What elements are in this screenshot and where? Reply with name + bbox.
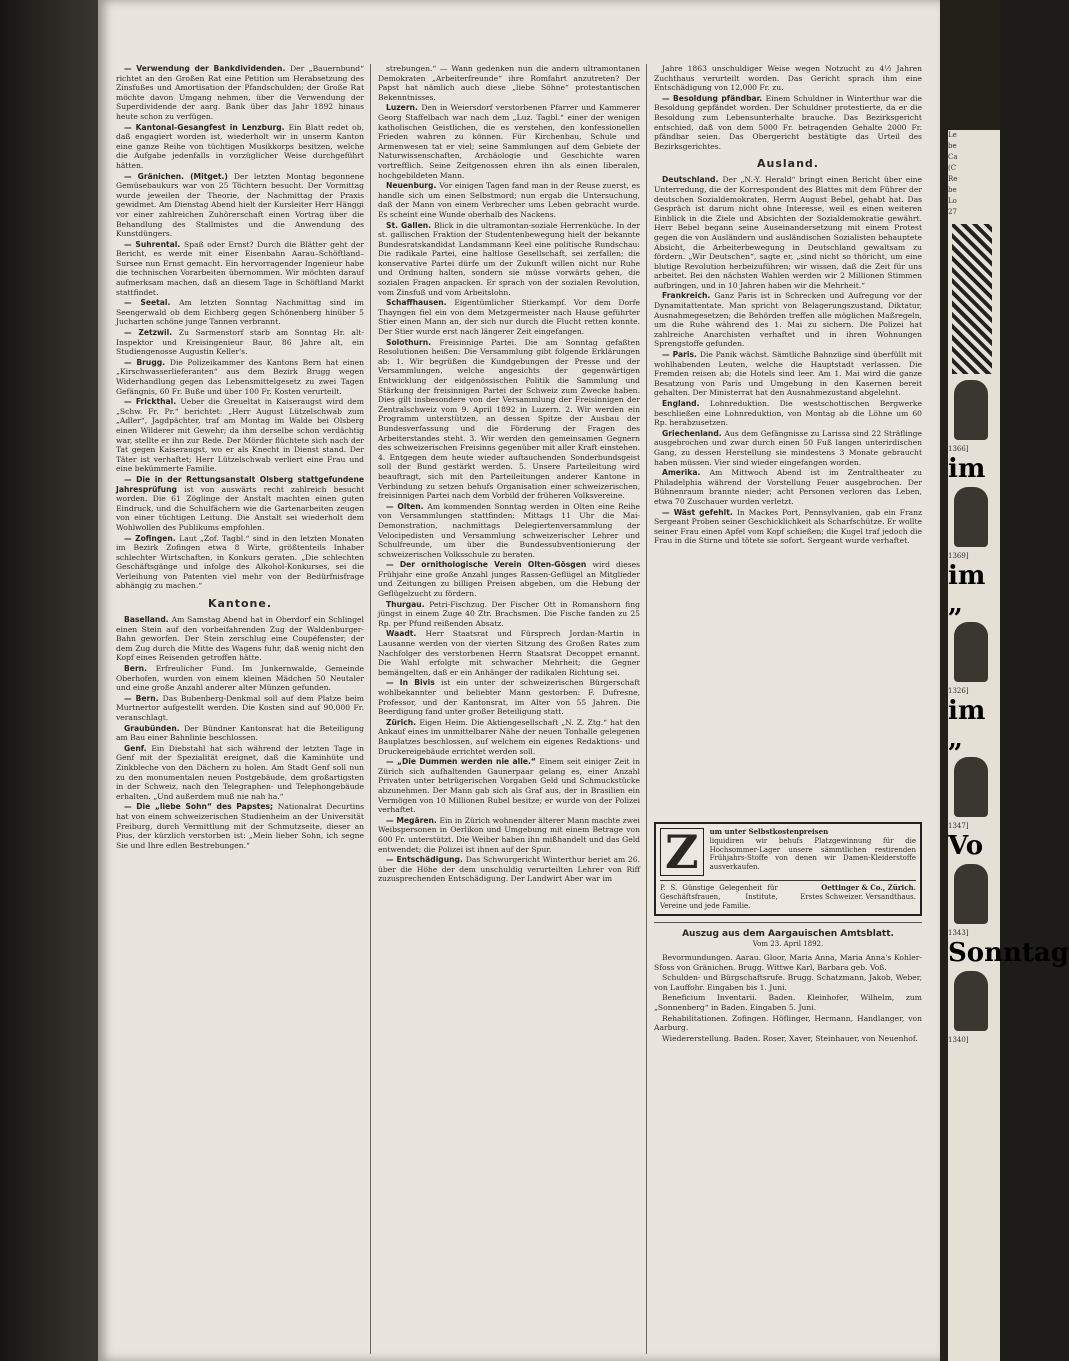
column-2 [378, 64, 640, 1348]
article-text: Am Samstag Abend hat in Oberdorf ein Schlingel einen Stein auf den vorbeifahrenden Zug der Waldenburger-Bahn geworfen. Der Stein zerschlug eine Coupéfenster, der dem Zug durch die Mitte des Wagens fuhr, daß wenig nicht den Kopf eines Reisenden getroffen hätte. [116, 615, 364, 663]
article-headline: Bern. [124, 664, 156, 674]
ad-note: P. S. Günstige Gelegenheit für Geschäftsfrauen, Institute, Vereine und jede Familie. [660, 884, 778, 910]
article-headline: — Besoldung pfändbar. [662, 93, 766, 103]
article-text: Am Mittwoch Abend ist im Zentraltheater zu Philadelphia während der Vorstellung Feuer ausgebrochen. Der Bühnenraum brannte nieder; acht Personen verloren das Leben, etwa 70 Zuschauer wurden verletzt. [654, 468, 922, 506]
ad-subline: liquidiren wir behufs Platzgewinnung für die Hochsommer-Lager unsere sämmtlichen restirenden Frühjahrs-Stoffe von denen wir Damen-Kleiderstoffe ausverkaufen. [709, 836, 916, 872]
article-paragraph [116, 615, 364, 663]
column-3 [654, 64, 922, 1348]
amtsblatt-entry: Rehabilitationen. Zofingen. Höflinger, Hermann, Handlanger, von Aarburg. [654, 1013, 922, 1033]
article-text: Das Schwurgericht Winterthur beriet am 26. über die Höhe der dem unschuldig verurteilten Lehrer von Riff zuzusprechenden Entschädigung. Der Landwirt Aber war im [378, 855, 641, 884]
article-paragraph [378, 816, 640, 854]
article-paragraph [116, 358, 364, 396]
article-text: Einem seit einiger Zeit in Zürich sich aufhaltenden Gaunerpaar gelang es, einer Anzahl Privaten unter betrügerischen Vorgaben Geld und Schmuckstücke abzunehmen. Der Mann gab sich als Graf aus, der in Brasilien ein Vermögen von 10 Millionen Rubel besitze; er wurde von der Polizei verhaftet. [378, 757, 640, 815]
ad-big-letter: Z [660, 828, 704, 876]
column-1 [116, 64, 364, 1348]
article-paragraph [654, 350, 922, 398]
amtsblatt-entry: Wiedererstellung. Baden. Roser, Xaver, Steinhauer, von Neuenhof. [662, 1033, 918, 1043]
divider [654, 922, 922, 923]
article-text: Lohnreduktion. Die westschottischen Bergwerke beschließen eine Lohnreduktion, von Montag ab die Löhne um 60 Rp. herabzusetzen. [654, 399, 922, 428]
article-text: Ein Blatt redet ob, daß engagiert worden ist, wiederholt wir in unserm Kanton eine ganze Reihe von tüchtigen Musikkorps besitzen, welche die Aufgabe jedenfalls in vorzüglicher Weise durchgeführt hätten. [116, 122, 364, 170]
article-headline: Deutschland. [662, 175, 723, 185]
adjacent-page-figure [954, 757, 988, 817]
article-paragraph [654, 429, 922, 467]
article-paragraph [378, 678, 640, 716]
article-text: Der „N.-Y. Herald“ bringt einen Bericht über eine Unterredung, die der Korrespondent des Blattes mit dem Führer der deutschen Sozialdemokraten, Herrn August Bebel, gehabt hat. Das Gespräch ist darum nicht ohne Interesse, weil es einen weiteren Einblick in die Ziele und Absichten der Sozialdemokratie gewährt. Herr Bebel begann seine Auseinandersetzung mit einem Protest gegen die von Ausländern und ausländischen Sozialisten behauptete Absicht, die Arbeiterbewegung in Deutschland gewaltsam zu fördern. „Wir Deutschen“, sagte er, „sind nicht so thöricht, um eine blutige Revolution herbeizuführen; wir wissen, daß die Zeit für uns arbeitet. Bei den nächsten Wahlen werden wir 2 Millionen Stimmen aufbringen, und in 10 Jahren haben wir die Mehrheit.“ [654, 175, 923, 290]
article-paragraph [116, 64, 364, 122]
adjacent-page-text: 1343] [948, 929, 969, 937]
adjacent-page-text: 1347] [948, 822, 969, 830]
article-text: Der letzten Montag begonnene Gemüsebaukurs war von 25 Töchtern besucht. Der Vormittag wurde jeweilen der Theorie, der Nachmittag der Praxis gewidmet. Am Dienstag Abend hielt der Kursleiter Herr Hänggi vor einer zahlreichen Zuhörerschaft einen Vortrag über die Behandlung des Stallmistes und die Anwendung des Kunstdüngers. [116, 171, 364, 239]
article-headline: — Brugg. [124, 357, 170, 367]
article-paragraph [654, 64, 922, 93]
article-headline: — Frickthal. [124, 397, 181, 407]
amtsblatt-date: Vom 23. April 1892. [752, 940, 824, 949]
article-paragraph [654, 94, 922, 152]
article-headline: — Megären. [386, 815, 440, 825]
article-text: Vor einigen Tagen fand man in der Reuse zuerst, es handle sich um einen Selbstmord; nun ergab die Untersuchung, daß der Mann von einem Verbrecher ums Leben gebracht wurde. Es scheint eine Wunde oberhalb des Nackens. [378, 181, 640, 219]
article-text: Den in Weiersdorf verstorbenen Pfarrer und Kammerer Georg Staffelbach war nach dem „Luz. Tagbl.“ einer der wenigen katholischen Geistlichen, die es verstehen, den konfessionellen Frieden wahren zu können. Für Kirchenbau, Schule und Armenwesen tat er viel; seine Sammlungen auf dem Gebiete der Naturwissenschaften, Archäologie und Geschichte waren vortrefflich. Seine Zeitgenossen ehren ihn als einen liberalen, hochgebildeten Mann. [378, 103, 640, 180]
amtsblatt-entry: Bevormundungen. Aarau. Gloor, Maria Anna, Maria Anna's Kohler-Sfoss von Gränichen. Brugg. Wittwe Karl, Barbara geb. Voß. [654, 952, 922, 972]
article-paragraph [654, 291, 922, 349]
article-text: Am letzten Sonntag Nachmittag sind im Seengerwald ob dem Eichberg gegen Schönenberg hinüber 5 Jucharten schöne junge Tannen verbrannt. [116, 298, 364, 327]
article-text: Eigentümlicher Stierkampf. Vor dem Dorfe Thayngen fiel ein von dem Metzgermeister nach Hause geführter Stier einen Mann an, der sich nur durch die Flucht retten konnte. Der Stier wurde erst nach längerer Zeit eingefangen. [378, 298, 640, 337]
article-paragraph [116, 397, 364, 474]
adjacent-page-figure [954, 487, 988, 547]
article-paragraph [116, 475, 364, 533]
article-paragraph [378, 757, 640, 815]
adjacent-page-text: im [948, 454, 986, 484]
article-paragraph [378, 181, 640, 219]
adjacent-page-figure [954, 380, 988, 440]
adjacent-page-text: Ca [948, 153, 958, 161]
article-paragraph [116, 172, 364, 239]
article-text: Blick in die ultramontan-soziale Herrenküche. In der st. gallischen Fraktion der Studentenbewegung hielt der bekannte Bundesratskandidat Landammann Keel eine politische Rundschau: Die radikale Partei, eine haltlose Gesellschaft, sei zerfallen; die konservative Partei dürfe um der Zukunft willen nicht nur Ruhe und Ordnung halten, sondern sie müsse vorwärts gehen, die sozialen Fragen anpacken. Er sprach von der sozialen Revolution, vom Zinsfuß und vom Arbeitslohn. [378, 220, 640, 297]
article-paragraph [378, 103, 640, 180]
adjacent-page-text: be [948, 186, 957, 194]
article-paragraph [116, 664, 364, 693]
article-headline: Thurgau. [386, 599, 430, 609]
article-paragraph [116, 744, 364, 802]
article-headline: — Seetal. [124, 298, 180, 308]
section-heading: Ausland. [757, 157, 819, 171]
adjacent-page-text: im „ [948, 696, 986, 754]
adjacent-page-text: 27 [948, 208, 957, 216]
column-divider [370, 64, 371, 1354]
article-text: Ueber die Greueltat in Kaiseraugst wird dem „Schw. Fr. Pr.“ berichtet: „Herr August Lützelschwab zum „Adler“, Jagdpächter, traf am Montag im Walde bei Olsberg einen Wilderer mit Gewehr; da ihm derselbe schon verdächtig war, stellte er ihn zur Rede. Der Mörder flüchtete sich nach der Tat gegen Kaiseraugst, wo er als Knecht in Dienst stand. Der Täter ist verhaftet; Herr Lützelschwab verliert eine Frau und eine bekümmerte Familie. [116, 397, 364, 474]
adjacent-page-fragments [948, 130, 1069, 1046]
article-headline: — Die in der Rettungsanstalt Olsberg stattgefundene Jahresprüfung [116, 474, 364, 494]
article-paragraph [378, 560, 640, 598]
amtsblatt-entries [654, 953, 922, 1043]
article-text: Ein in Zürich wohnender älterer Mann machte zwei Weibspersonen in Oerlikon und Umgebung mit einem Betrage von 600 Fr. unterstützt. Die Weiber haben ihn mißhandelt und das Geld entwendet; die Polizei ist ihnen auf der Spur. [378, 815, 640, 854]
article-headline: — Gränichen. (Mitget.) [124, 171, 234, 181]
adjacent-page-edge [948, 130, 1069, 1361]
article-paragraph [116, 694, 364, 723]
article-headline: Graubünden. [124, 723, 185, 733]
article-headline: Schaffhausen. [386, 298, 455, 308]
article-headline: — „Die Dummen werden nie alle.“ [386, 757, 540, 767]
article-headline: — Der ornithologische Verein Olten-Gösgen [386, 560, 593, 570]
adjacent-page-text: Vo [948, 831, 984, 861]
article-text: Ganz Paris ist in Schrecken und Aufregung vor der Dynamitattentate. Man spricht von Belagerungszustand, Diktatur, Ausnahmegesetzen; die Behörden treffen alle möglichen Maßregeln, um die Ruhe während des 1. Mai zu sichern. Die Polizei hat zahlreiche Anarchisten verhaftet und in ihren Wohnungen Sprengstoffe gefunden. [654, 291, 922, 349]
article-headline: — Kantonal-Gesangfest in Lenzburg. [124, 122, 289, 132]
article-paragraph [116, 298, 364, 327]
article-text: ist von auswärts recht zahlreich besucht worden. Die 61 Zöglinge der Anstalt machten einen guten Eindruck, und die Schulfächern wie die Gartenarbeiten zeugen von einer tüchtigen Leitung. Die Anstalt sei wiederholt dem Wohlwollen des Publikums empfohlen. [116, 484, 364, 532]
article-text: Ein Diebstahl hat sich während der letzten Tage in Genf mit der Spezialität ereignet, daß die Kaminhüte und Zinkbleche von den Dächern zu holen. Am Stadt Genf soll nun zu den monumentalen neuen Postgebäude, dem großartigsten in der Schweiz, nach den Telegraphen- und Telephongebäude erhalten. „Und außerdem muß nie nah ha.“ [116, 743, 364, 801]
ad-firm-name: Oettinger & Co., Zürich. [821, 883, 916, 892]
advertisement-oettinger[interactable] [654, 822, 922, 916]
article-headline: — Entschädigung. [386, 855, 466, 865]
article-text: Der „Bauernbund“ richtet an den Großen Rat eine Petition um Herabsetzung des Zinsfußes und Amortisation der Pfandschulden; der Große Rat möchte davon Umgang nehmen, über die Verwendung der Superdividende der aarg. Bank über das Jahr 1892 hinaus heute schon zu verfügen. [116, 64, 364, 121]
article-headline: — Paris. [662, 350, 700, 360]
article-paragraph [378, 629, 640, 677]
article-paragraph [654, 468, 922, 506]
adjacent-page-text: 1340] [948, 1036, 969, 1044]
article-paragraph [116, 240, 364, 298]
ad-firm-sub: Erstes Schweizer. Versandthaus. [800, 892, 916, 901]
article-headline: Neuenburg. [386, 181, 440, 191]
article-text: ist ein unter der schweizerischen Bürgerschaft wohlbekannter und beliebter Mann gestorben: F. Dufresne, Professor, und der Kantonsrat, im Alter von 55 Jahren. Die Beerdigung fand unter großer Beteiligung statt. [378, 678, 640, 717]
article-headline: Luzern. [386, 103, 422, 113]
newspaper-page [98, 0, 940, 1361]
adjacent-page-text: 1326] [948, 687, 969, 695]
article-text: Die Polizeikammer des Kantons Bern hat einen „Kirschwasserlieferanten“ aus dem Bezirk Brugg wegen Widerhandlung gegen das Lebensmittelgesetz zu zwei Tagen Gefängnis, 60 Fr. Buße und über 100 Fr. Kosten verurteilt. [116, 357, 364, 396]
article-headline: — Zetzwil. [124, 328, 179, 338]
adjacent-page-text: Le [948, 131, 957, 139]
article-text: Am kommenden Sonntag werden in Olten eine Reihe von Versammlungen stattfinden: Mittags 11 Uhr die Mai-Demonstration, nachmittags Delegiertenversammlung der Velocipedisten und Versammlung schweizerischer Lehrer und Schulfreunde, um über die Bundessubventionierung der schweizerischen Volksschule zu beraten. [378, 501, 640, 559]
article-paragraph [378, 338, 640, 501]
article-text: Erfreulicher Fund. Im Junkernwalde, Gemeinde Oberhofen, wurden von einem kleinen Mädchen 50 Neutaler und eine große Anzahl anderer alter Münzen gefunden. [116, 664, 364, 693]
article-headline: — Suhrental. [124, 239, 185, 249]
amtsblatt-entry: Beneficium Inventarii. Baden. Kleinhofer, Wilhelm, zum „Sonnenberg“ in Baden. Eingaben 5. Juni. [654, 993, 922, 1012]
article-paragraph [116, 724, 364, 743]
adjacent-page-text: (C [948, 164, 957, 172]
section-heading: Kantone. [207, 597, 273, 611]
article-headline: Genf. [124, 743, 152, 753]
article-headline: — Olten. [386, 501, 428, 511]
article-text: Aus dem Gefängnisse zu Larissa sind 22 Sträflinge ausgebrochen und zwar durch einen 50 Fuß langen unterirdischen Gang, zu dessen Herstellung sie mindestens 3 Monate gebraucht haben müssen. Vier sind wieder eingefangen worden. [654, 428, 922, 467]
article-text: strebungen.“ — Wann gedenken nun die andern ultramontanen Demokraten „Arbeiterfreunde“ ihre Romfahrt anzutreten? Der Papst hat nämlich auch diese „liebe Söhne“ protestantischen Bekenntnisses. [378, 64, 640, 102]
article-paragraph [654, 508, 922, 546]
article-headline: — Die „liebe Sohn“ des Papstes; [124, 802, 278, 812]
article-text: Einem Schuldner in Winterthur war die Besoldung gepfändet worden. Der Schuldner protestierte, da er die Besoldung zum Lebensunterhalte brauche. Das Bezirksgericht entschied, daß von dem 5000 Fr. betragenden Gehalte 2000 Fr. pfändbar seien. Das Obergericht bestätigte das Urteil des Bezirksgerichtes. [654, 93, 922, 151]
article-text: Herr Staatsrat und Fürsprech Jordan-Martin in Lausanne werden von der vierten Sitzung des Großen Rates zum Nachfolger des verstorbenen Herrn Staatsrat Decoppet ernannt. Die Wahl erfolgte mit schwacher Mehrheit; die Gegner bemängelten, daß er ein Anhänger der radikalen Richtung sei. [378, 629, 640, 677]
adjacent-page-text: Lo [948, 197, 957, 205]
article-text: In Mackes Port, Pennsylvanien, gab ein Franz Sergeant Proben seiner Geschicklichkeit als Scharfschütze. Er wollte seiner Frau einen Apfel vom Kopf schießen; die Kugel traf jedoch die Frau in die Stirne und tötete sie sofort. Sergeant wurde verhaftet. [654, 507, 922, 546]
article-headline: Griechenland. [662, 428, 725, 438]
adjacent-page-text: be [948, 142, 957, 150]
article-headline: — Zofingen. [124, 533, 180, 543]
adjacent-page-text: Re [948, 175, 958, 183]
adjacent-page-figure [954, 622, 988, 682]
article-headline: — Wäst gefehlt. [662, 507, 737, 517]
article-headline: Baselland. [124, 615, 172, 625]
article-text: Spaß oder Ernst? Durch die Blätter geht der Bericht, es werde mit einer Eisenbahn Aarau–Schöftland–Sursee nun Ernst gemacht. Ein hervorragender Ingenieur habe die technischen Vorarbeiten übernommen. Wir möchten darauf aufmerksam machen, daß an diesem Tage in Schöftland Markt stattfindet. [116, 239, 364, 297]
article-paragraph [378, 298, 640, 336]
column-divider [646, 64, 647, 1354]
article-headline: — Verwendung der Bankdividenden. [124, 64, 291, 73]
adjacent-page-ornament [952, 224, 992, 374]
binding-shadow [0, 0, 98, 1361]
article-headline: Amerika. [662, 468, 710, 478]
article-headline: St. Gallen. [386, 220, 435, 230]
article-paragraph [378, 64, 640, 102]
article-paragraph [116, 802, 364, 850]
article-text: Der Bündner Kantonsrat hat die Beteiligung am Bau einer Bahnlinie beschlossen. [116, 723, 364, 743]
article-text: Eigen Heim. Die Aktiengesellschaft „N. Z. Ztg.“ hat den Ankauf eines im unmittelbarer Nähe der neuen Tonhalle gelegenen Bauplatzes beschlossen, auf welchem ein eigenes Redaktions- und Druckereigebäude errichtet werden soll. [378, 717, 640, 756]
adjacent-page-figure [954, 971, 988, 1031]
article-text: Die Panik wächst. Sämtliche Bahnzüge sind überfüllt mit wohlhabenden Leuten, welche die Hauptstadt verlassen. Die Fremden reisen ab; die Hotels sind leer. Am 1. Mai wird die ganze Besatzung von Paris und Umgebung in den Kasernen bereit gehalten. Der Ministerrat hat den Ausnahmezustand abgelehnt. [654, 350, 923, 398]
article-headline: Solothurn. [386, 337, 440, 347]
article-paragraph [116, 123, 364, 171]
adjacent-page-figure [954, 864, 988, 924]
article-text: Zu Sarmenstorf starb am Sonntag Hr. alt-Inspektor und Kreisingenieur Baur, 86 Jahre alt, ein Studiengenosse Augustin Keller's. [116, 328, 364, 357]
article-paragraph [378, 718, 640, 756]
article-text: Das Bubenberg-Denkmal soll auf dem Platze beim Murtnertor aufgestellt werden. Die Kosten sind auf 90,000 Fr. veranschlagt. [116, 693, 364, 722]
column-3-articles [654, 64, 922, 816]
adjacent-page-text: 1366] [948, 445, 969, 453]
article-text: wird dieses Frühjahr eine große Anzahl junges Rassen-Geflügel an Mitglieder und Zeitungen zu billigen Preisen abgeben, um die Hebung der Geflügelzucht zu fördern. [378, 560, 641, 599]
article-text: Laut „Zof. Tagbl.“ sind in den letzten Monaten im Bezirk Zofingen etwa 8 Wirte, größtenteils Inhaber schlechter Wirtschaften, in Konkurs geraten. „Die schlechten Geschäftsgänge und infolge des Alkohol-Konkurses, sei die Verleihung von Patenten viel mehr von der Bedürfnisfrage abhängig zu machen.“ [116, 533, 364, 591]
article-text: Petri-Fischzug. Der Fischer Ott in Romanshorn fing jüngst in einem Zuge 40 Ztr. Brachsmen. Die Fische fanden zu 25 Rp. per Pfund reißenden Absatz. [378, 599, 640, 628]
adjacent-page-text: im „ [948, 561, 986, 619]
article-paragraph [378, 221, 640, 298]
adjacent-page-text: Sonntag [948, 938, 1069, 968]
article-headline: Waadt. [386, 629, 426, 639]
article-paragraph [378, 855, 640, 884]
article-headline: Zürich. [386, 717, 420, 727]
article-paragraph [116, 534, 364, 592]
article-headline: — Bern. [124, 693, 163, 703]
article-headline: Frankreich. [662, 291, 715, 301]
article-paragraph [654, 175, 922, 290]
amtsblatt-entry: Schulden- und Bürgschaftsrufe. Brugg. Schatzmann, Jakob, Weber, von Lauffohr. Eingaben bis 1. Juni. [654, 973, 922, 992]
article-paragraph [378, 600, 640, 629]
article-paragraph [116, 328, 364, 357]
article-headline: — In Bivis [386, 678, 441, 688]
article-text: Jahre 1863 unschuldiger Weise wegen Notzucht zu 4½ Jahren Zuchthaus verurteilt worden. Das Gericht sprach ihm eine Entschädigung von 12,000 Fr. zu. [654, 64, 922, 93]
article-text: Freisinnige Partei. Die am Sonntag gefaßten Resolutionen heißen: Die Versammlung gibt folgende Erklärungen ab: 1. Wir begrüßen die Kundgebungen der Presse und der Versammlungen, welche angesichts der gegenwärtigen Entwicklung der eidgenössischen Politik die Sammlung und Stärkung der freisinnigen Partei der Schweiz zum Zwecke haben. Dies gilt insbesondere von der Versammlung der Freisinnigen der Zentralschweiz vom 9. April 1892 in Luzern. 2. Wir werden ein Programm unterstützen, an dessen Spitze der Ausbau der Bundesverfassung und die Förderung der Fragen des Arbeiterstandes steht. 3. Wir werden den gemeinsamen Gegnern des schweizerischen Freisinns gegenüber mit aller Kraft einstehen. 4. Entgegen dem heute wieder auftauchenden Sonderbundsgeist soll der Bund gestärkt werden. 5. Unsere Parteileitung wird beauftragt, sich mit den Parteileitungen anderer Kantone in Verbindung zu setzen behufs Organisation einer schweizerischen, freisinnigen Partei nach dem Vorbild der früheren Volksvereine. [378, 337, 640, 501]
article-headline: England. [662, 399, 711, 408]
adjacent-page-text: 1369] [948, 552, 969, 560]
ad-headline: um unter Selbstkostenpreisen [709, 827, 829, 836]
article-paragraph [378, 502, 640, 560]
article-text: Nationalrat Decurtins hat von einem schweizerischen Studienheim an der Universität Freiburg, durch Vermittlung mit der Schmutzseite, dieser an Pius, der kürzlich verstorben ist: „Mein lieber Sohn, ich segne Sie und Ihre edlen Bestrebungen.“ [116, 802, 364, 850]
amtsblatt-title: Auszug aus dem Aargauischen Amtsblatt. [682, 929, 894, 940]
article-paragraph [654, 399, 922, 428]
